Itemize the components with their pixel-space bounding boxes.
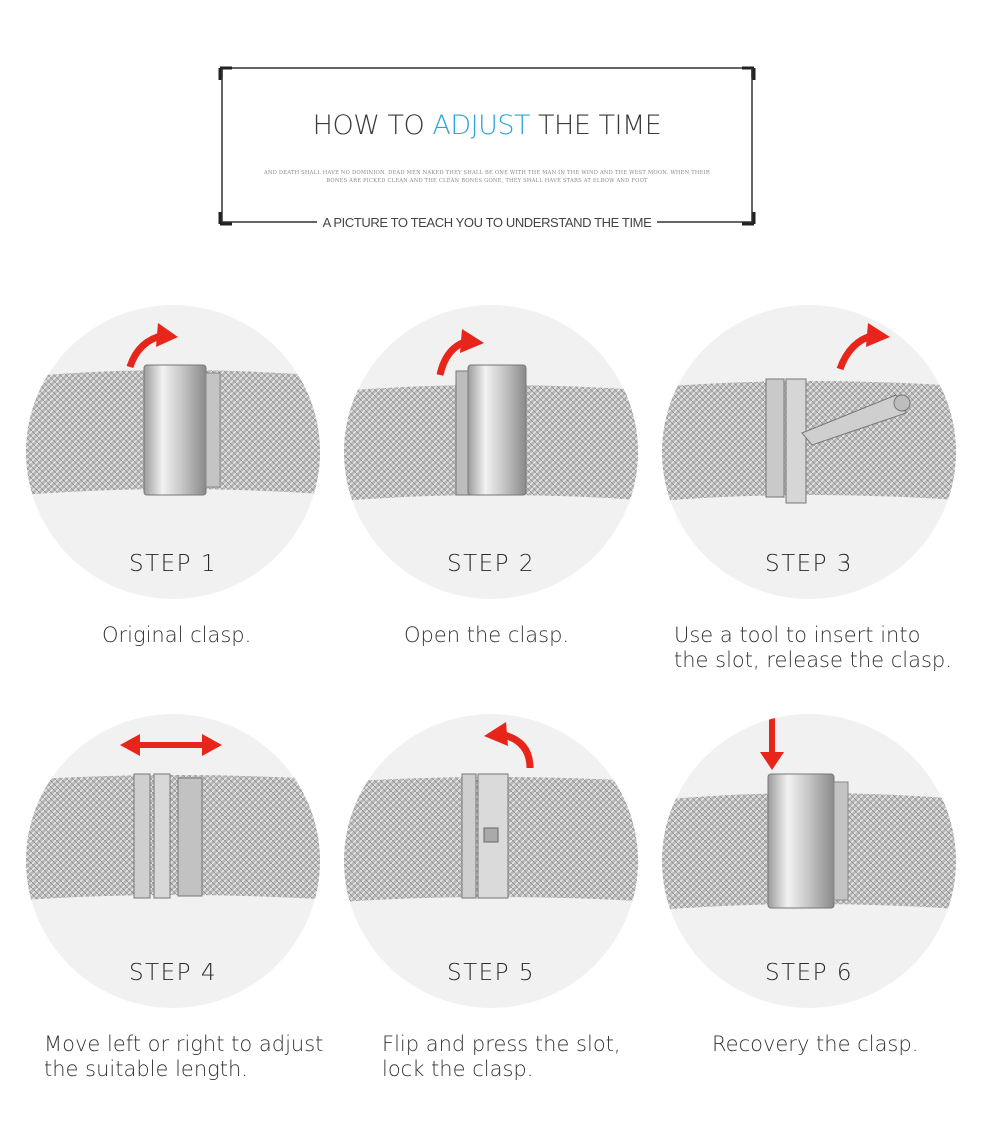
- step-label: STEP 2: [447, 551, 535, 577]
- clasp-slot: [484, 828, 498, 842]
- header-subtitle-text: A PICTURE TO TEACH YOU TO UNDERSTAND THE TIME: [317, 215, 658, 230]
- header-frame: [218, 66, 756, 230]
- step-label: STEP 1: [129, 551, 217, 577]
- step-2: [336, 305, 646, 685]
- page-title: [218, 110, 756, 141]
- arrow-down-icon: [769, 714, 775, 758]
- clasp-bar: [462, 774, 476, 898]
- clasp-bar: [134, 774, 150, 898]
- step-description: Recovery the clasp.: [712, 1032, 919, 1056]
- header-subtitle: [218, 215, 756, 230]
- step-label: STEP 5: [447, 960, 535, 986]
- step-description: Open the clasp.: [404, 623, 570, 647]
- clasp-bar: [786, 379, 806, 503]
- clasp: [144, 365, 206, 495]
- step-5: [336, 714, 646, 1094]
- step-label: STEP 4: [129, 960, 217, 986]
- clasp-bar: [178, 778, 202, 896]
- clasp-bar: [154, 774, 170, 898]
- step-3: [654, 305, 964, 685]
- step-label: STEP 6: [765, 960, 853, 986]
- step-6: [654, 714, 964, 1094]
- clasp-hinge: [206, 373, 220, 487]
- frame-border: [218, 66, 756, 226]
- title-accent: ADJUST: [432, 110, 530, 141]
- step-description: Flip and press the slot, lock the clasp.: [382, 1032, 621, 1081]
- header-tagline: AND DEATH SHALL HAVE NO DOMINION. DEAD MEN NAKED THEY SHALL BE ONE WITH THE MAN IN THE WIND AND THE WEST MOON. WHEN THEIR BONES ARE PICKED CLEAN AND THE CLEAN BONES GONE, THEY SHALL HAVE STARS AT ELBOW AND FOOT: [264, 170, 710, 184]
- step-description: Original clasp.: [102, 623, 252, 647]
- step-label: STEP 3: [765, 551, 853, 577]
- clasp: [768, 774, 834, 908]
- step-description: Use a tool to insert into the slot, release the clasp.: [674, 623, 952, 672]
- mesh-band: [26, 775, 320, 900]
- step-description: Move left or right to adjust the suitable length.: [44, 1032, 324, 1081]
- title-suffix: THE TIME: [529, 110, 662, 141]
- clasp-open: [468, 365, 526, 495]
- clasp-hinge: [834, 782, 848, 900]
- step-4: [18, 714, 328, 1094]
- clasp-bar: [766, 379, 784, 497]
- title-prefix: HOW TO: [312, 110, 433, 141]
- step-1: [18, 305, 328, 685]
